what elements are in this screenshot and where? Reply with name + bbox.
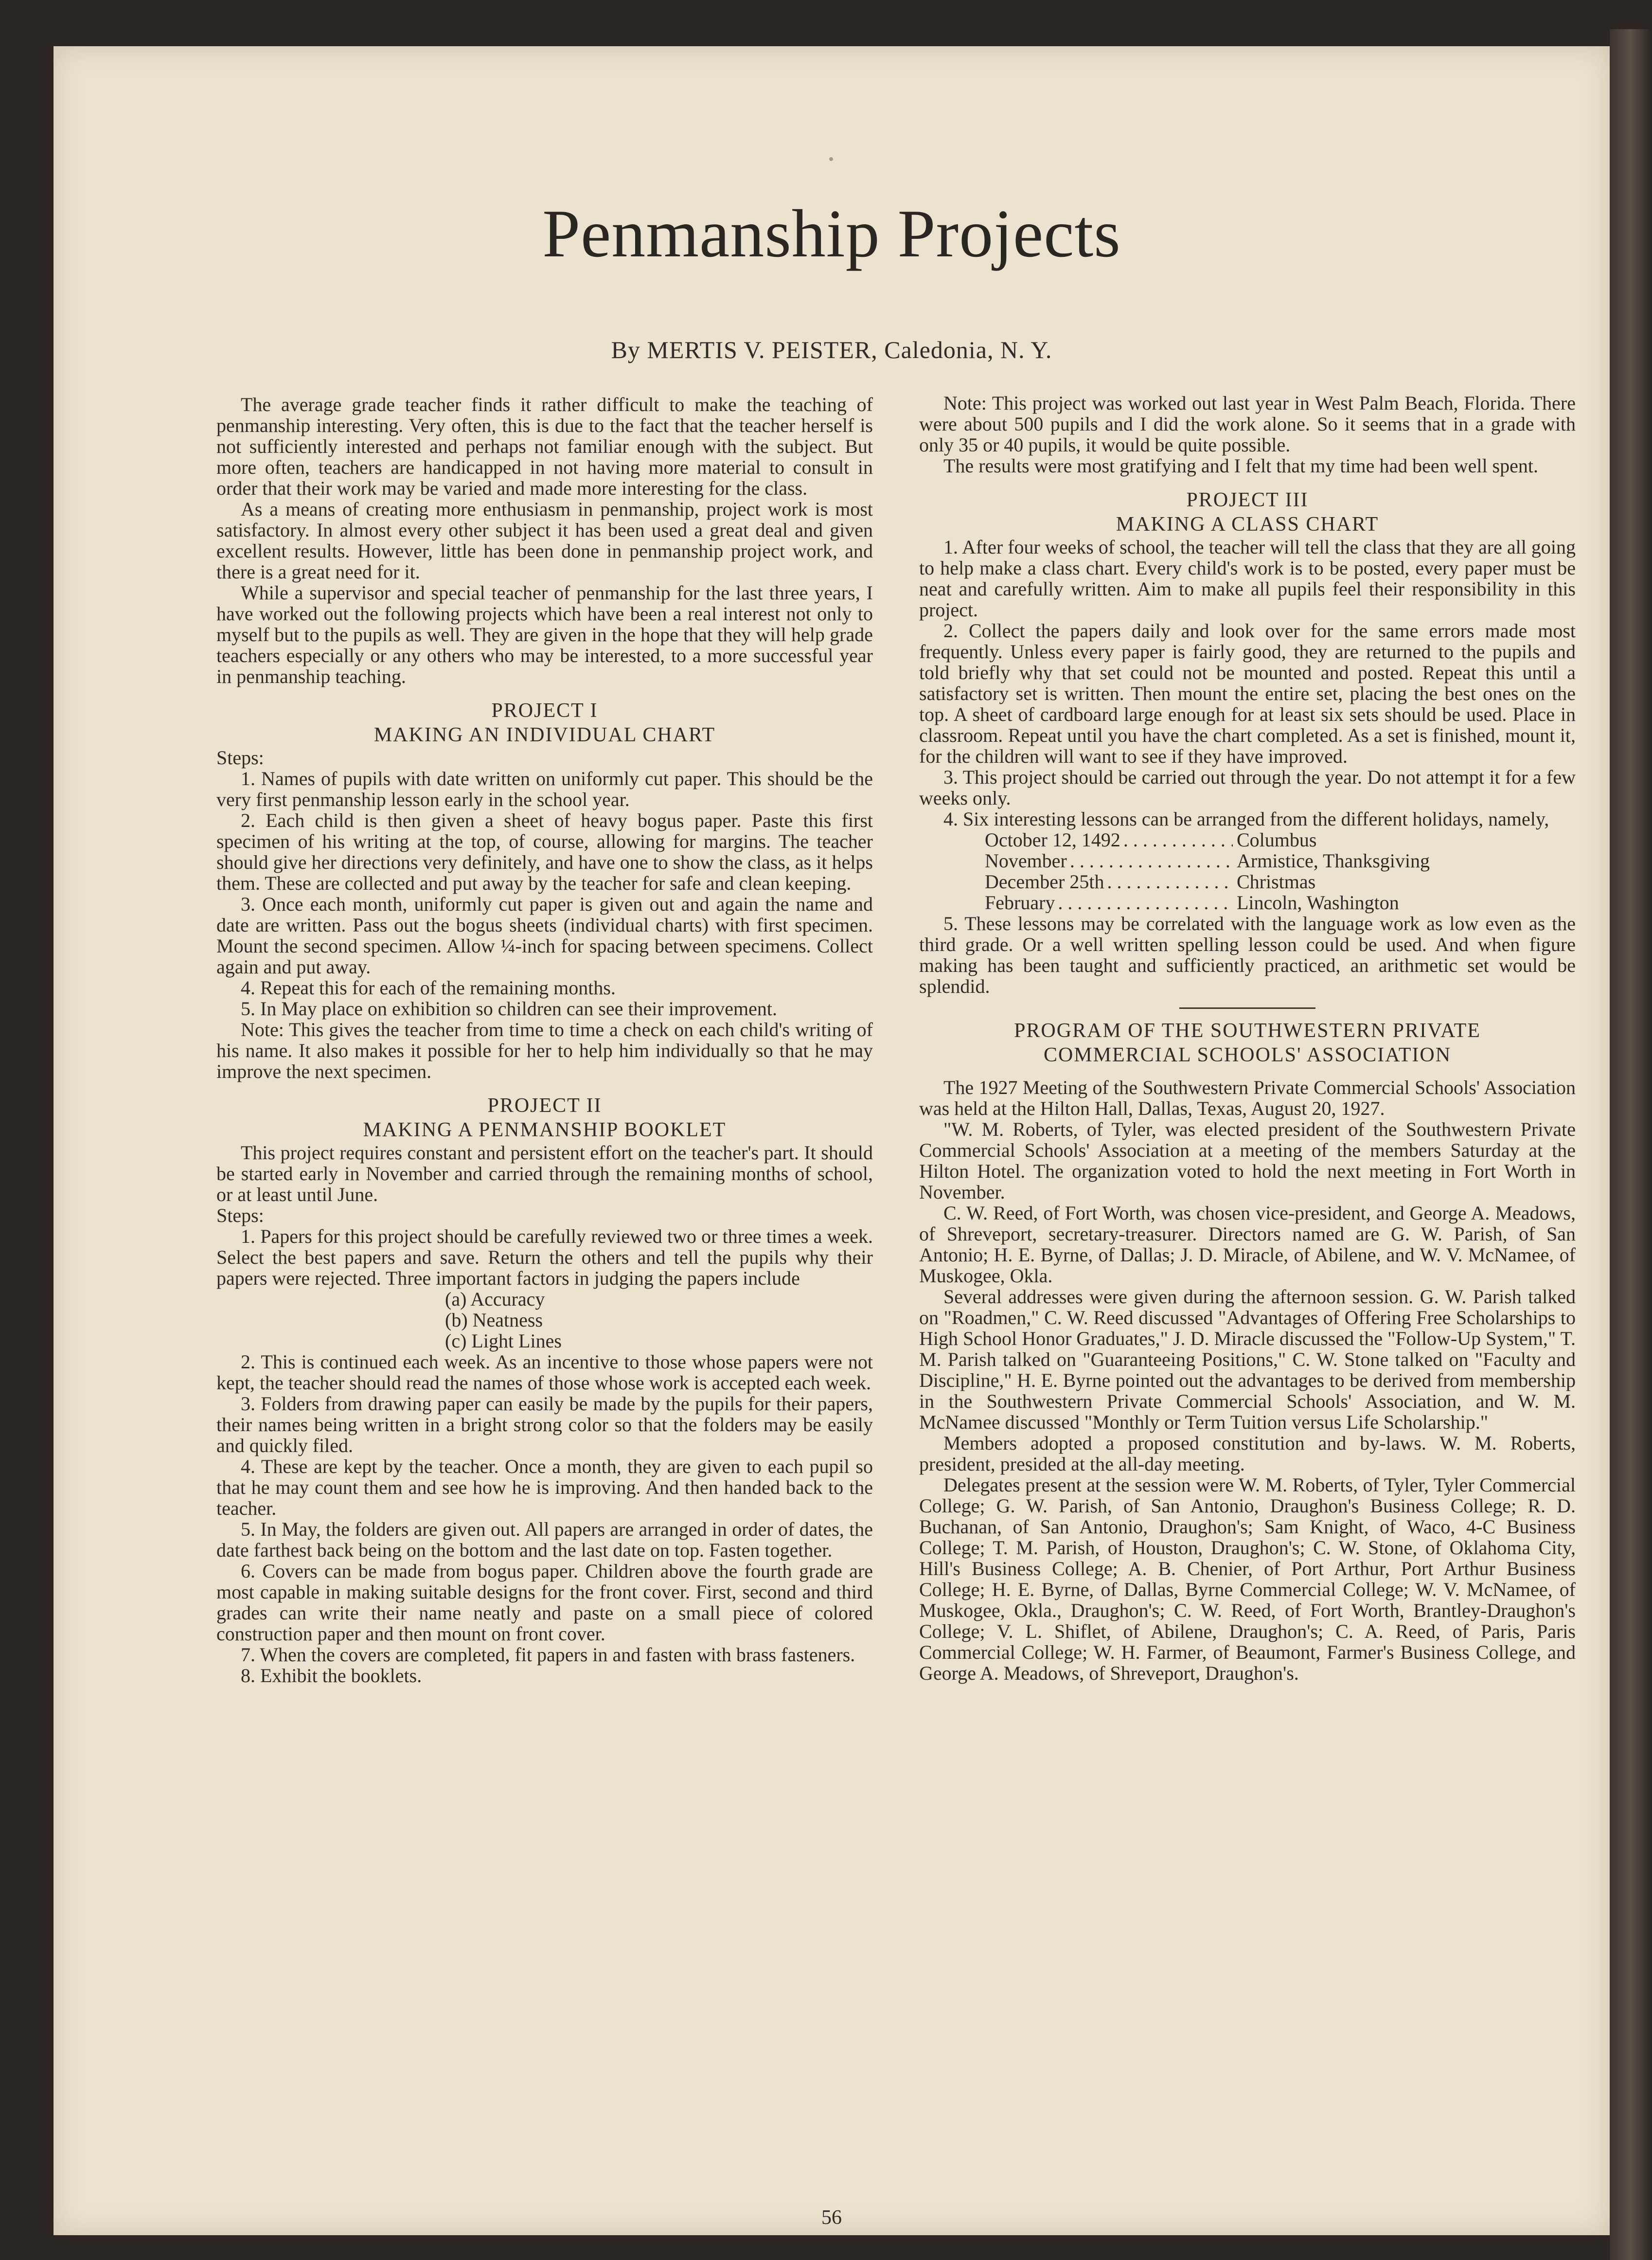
project-3-step: 2. Collect the papers daily and look over for the same errors made most frequently. Unless every paper is fairly good, they are returned to the pupils and told briefly why that set could not be mounted and posted. Repeat this until a satisfactory set is written. Then mount the entire set, placing the best ones on the top. A sheet of cardboard large enough for at least six sets should be used. Place in classroom. Repeat until you have the chart completed. As a set is finished, mount it, for the children will want to see if they have improved. bbox=[919, 620, 1576, 767]
intro-paragraph: As a means of creating more enthusiasm in penmanship, project work is most satisfactory. In almost every other subject it has been used a great deal and given excellent results. However, little has been done in penmanship project work, and there is a great need for it. bbox=[216, 498, 873, 583]
steps-label: Steps: bbox=[216, 747, 264, 769]
project-2-step: 7. When the covers are completed, fit papers in and fasten with brass fasteners. bbox=[241, 1644, 855, 1666]
project-2-note: Note: This project was worked out last year in West Palm Beach, Florida. There were about 500 pupils and I did the work alone. So it seems that in a grade with only 35 or 40 pupils, it would be quite possible. bbox=[919, 392, 1576, 456]
intro-paragraph: The average grade teacher finds it rather difficult to make the teaching of penmanship interesting. Very often, this is due to the fact that the teacher herself is not sufficiently interested and perhaps not familiar enough with the subject. But more often, teachers are handicapped in not having more material to consult in order that their work may be varied and made more interesting for the class. bbox=[216, 394, 873, 499]
project-2-step: 5. In May, the folders are given out. All papers are arranged in order of dates, the date farthest back being on the bottom and the last date on top. Fasten together. bbox=[216, 1518, 873, 1561]
holiday-row bbox=[985, 850, 1576, 871]
holiday-date: February . . . bbox=[985, 892, 1233, 913]
project-2-step: 3. Folders from drawing paper can easily be made by the pupils for their papers, their names being written in a bright strong color so that the folders may be easily and quickly filed. bbox=[216, 1393, 873, 1456]
project-1-subheading: MAKING AN INDIVIDUAL CHART bbox=[373, 724, 716, 746]
project-3-step: 4. Six interesting lessons can be arranged from the different holidays, namely, bbox=[943, 808, 1549, 830]
program-paragraph: Several addresses were given during the afternoon session. G. W. Parish talked on "Roadmen," C. W. Reed discussed "Advantages of Offering Free Scholarships to High School Honor Graduates," J. D. Miracle discussed the "Follow-Up System," T. M. Parish talked on "Guaranteeing Positions," C. W. Stone talked on "Faculty and Discipline," H. E. Byrne pointed out the advantages to be derived from membership in the Southwestern Private Commercial Schools' Association, and W. M. McNamee discussed "Monthly or Term Tuition versus Life Scholarship." bbox=[919, 1286, 1576, 1433]
project-3-heading: PROJECT III bbox=[1186, 489, 1309, 511]
holiday-name: Christmas bbox=[1237, 871, 1316, 893]
steps-label: Steps: bbox=[216, 1204, 264, 1226]
program-paragraph: The 1927 Meeting of the Southwestern Private Commercial Schools' Association was held at the Hilton Hall, Dallas, Texas, August 20, 1927. bbox=[919, 1076, 1576, 1119]
holiday-row bbox=[985, 892, 1576, 913]
project-2-step: 8. Exhibit the booklets. bbox=[241, 1665, 422, 1686]
project-2-intro: This project requires constant and persistent effort on the teacher's part. It should be started early in November and carried through the remaining months of school, or at least until June. bbox=[216, 1142, 873, 1205]
project-2-result: The results were most gratifying and I felt that my time had been well spent. bbox=[943, 455, 1538, 477]
right-column bbox=[919, 393, 1576, 1684]
byline: By MERTIS V. PEISTER, Caledonia, N. Y. bbox=[611, 336, 1052, 363]
holiday-name: Lincoln, Washington bbox=[1237, 892, 1399, 914]
program-paragraph: Delegates present at the session were W. M. Roberts, of Tyler, Tyler Commercial College; G. W. Parish, of San Antonio, Draughon's Business College; R. D. Buchanan, of San Antonio, Draughon's; Sam Knight, of Waco, 4-C Business College; T. M. Parish, of Houston, Draughon's; C. W. Stone, of Oklahoma City, Hill's Business College; A. B. Chenier, of Port Arthur, Port Arthur Business College; H. E. Byrne, of Dallas, Byrne Commercial College; W. V. McNamee, of Muskogee, Okla., Draughon's; C. W. Reed, of Fort Worth, Brantley-Draughon's College; V. L. Shiflet, of Abilene, Draughon's; C. A. Reed, of Paris, Paris Commercial College; W. H. Farmer, of Beaumont, Farmer's Business College, and George A. Meadows, of Shreveport, Draughon's. bbox=[919, 1474, 1576, 1684]
project-2-step: 4. These are kept by the teacher. Once a month, they are given to each pupil so that he may count them and see how he is improving. And then handed back to the teacher. bbox=[216, 1455, 873, 1519]
holiday-name: Columbus bbox=[1237, 829, 1317, 851]
holiday-date: December 25th . . . bbox=[985, 871, 1233, 892]
intro-paragraph: While a supervisor and special teacher of penmanship for the last three years, I have worked out the following projects which have been a real interest not only to myself but to the pupils as well. They are given in the hope that they will help grade teachers especially or any others who may be interested, to a more successful year in penmanship teaching. bbox=[216, 582, 873, 687]
factor-item: (b) Neatness bbox=[445, 1309, 543, 1331]
factors-list bbox=[445, 1289, 873, 1351]
project-1-note: Note: This gives the teacher from time to time a check on each child's writing of his name. It also makes it possible for her to help him individually so that he may improve the next specimen. bbox=[216, 1019, 873, 1082]
page bbox=[53, 46, 1610, 2235]
program-title: PROGRAM OF THE SOUTHWESTERN PRIVATE bbox=[1014, 1020, 1481, 1042]
holiday-row bbox=[985, 829, 1576, 850]
factor-item: (c) Light Lines bbox=[445, 1330, 562, 1352]
factor-item: (a) Accuracy bbox=[445, 1288, 545, 1310]
holidays-list bbox=[985, 829, 1576, 913]
project-2-step: 6. Covers can be made from bogus paper. Children above the fourth grade are most capable in making suitable designs for the front cover. First, second and third grades can write their name neatly and paste on a small piece of colored construction paper and then mount on front cover. bbox=[216, 1560, 873, 1645]
project-3-step: 3. This project should be carried out through the year. Do not attempt it for a few weeks only. bbox=[919, 766, 1576, 809]
page-speck bbox=[829, 157, 833, 161]
holiday-date: November . . . bbox=[985, 850, 1233, 871]
left-column bbox=[216, 394, 873, 1686]
project-3-subheading: MAKING A CLASS CHART bbox=[1116, 513, 1379, 536]
book-right-edge bbox=[1610, 29, 1652, 2260]
program-paragraph: C. W. Reed, of Fort Worth, was chosen vice-president, and George A. Meadows, of Shreveport, secretary-treasurer. Directors named are G. W. Parish, of San Antonio; H. E. Byrne, of Dallas; J. D. Miracle, of Abilene, and W. V. McNamee, of Muskogee, Okla. bbox=[919, 1202, 1576, 1287]
project-2-subheading: MAKING A PENMANSHIP BOOKLET bbox=[363, 1119, 727, 1141]
project-3-step: 1. After four weeks of school, the teacher will tell the class that they are all going to help make a class chart. Every child's work is to be posted, every paper must be neat and carefully written. Aim to make all pupils feel their responsibility in this project. bbox=[919, 536, 1576, 621]
project-2-step: 1. Papers for this project should be carefully reviewed two or three times a week. Select the best papers and save. Return the others and tell the pupils why their papers were rejected. Three important factors in judging the papers include bbox=[216, 1225, 873, 1289]
program-title: COMMERCIAL SCHOOLS' ASSOCIATION bbox=[1043, 1044, 1452, 1066]
page-title: Penmanship Projects bbox=[542, 196, 1121, 271]
project-1-step: 1. Names of pupils with date written on uniformly cut paper. This should be the very first penmanship lesson early in the school year. bbox=[216, 768, 873, 810]
project-1-heading: PROJECT I bbox=[491, 700, 598, 722]
project-3-step: 5. These lessons may be correlated with the language work as low even as the third grade. Or a well written spelling lesson could be used. And when figure making has been taught and sufficiently practiced, an arithmetic set would be splendid. bbox=[919, 913, 1576, 997]
program-paragraph: Members adopted a proposed constitution and by-laws. W. M. Roberts, president, presided at the all-day meeting. bbox=[919, 1432, 1576, 1475]
section-divider bbox=[1179, 1007, 1315, 1009]
project-2-heading: PROJECT II bbox=[487, 1094, 602, 1117]
project-1-step: 4. Repeat this for each of the remaining months. bbox=[241, 977, 616, 999]
holiday-date: October 12, 1492 . . . bbox=[985, 829, 1233, 850]
page-number: 56 bbox=[821, 2206, 842, 2229]
program-paragraph: "W. M. Roberts, of Tyler, was elected president of the Southwestern Private Commercial Schools' Association at a meeting of the members Saturday at the Hilton Hotel. The organization voted to hold the next meeting in Fort Worth in November. bbox=[919, 1118, 1576, 1203]
project-2-step: 2. This is continued each week. As an incentive to those whose papers were not kept, the teacher should read the names of those whose work is accepted each week. bbox=[216, 1351, 873, 1394]
holiday-row bbox=[985, 871, 1576, 892]
project-1-step: 2. Each child is then given a sheet of heavy bogus paper. Paste this first specimen of his writing at the top, of course, allowing for margins. The teacher should give her directions very definitely, and have one to show the class, as it helps them. These are collected and put away by the teacher for safe and clean keeping. bbox=[216, 809, 873, 894]
project-1-step: 5. In May place on exhibition so children can see their improvement. bbox=[241, 998, 778, 1020]
project-1-step: 3. Once each month, uniformly cut paper is given out and again the name and date are written. Pass out the bogus sheets (individual charts) with first specimen. Mount the second specimen. Allow ¼-inch for spacing between specimens. Collect again and put away. bbox=[216, 893, 873, 978]
holiday-name: Armistice, Thanksgiving bbox=[1237, 850, 1430, 872]
